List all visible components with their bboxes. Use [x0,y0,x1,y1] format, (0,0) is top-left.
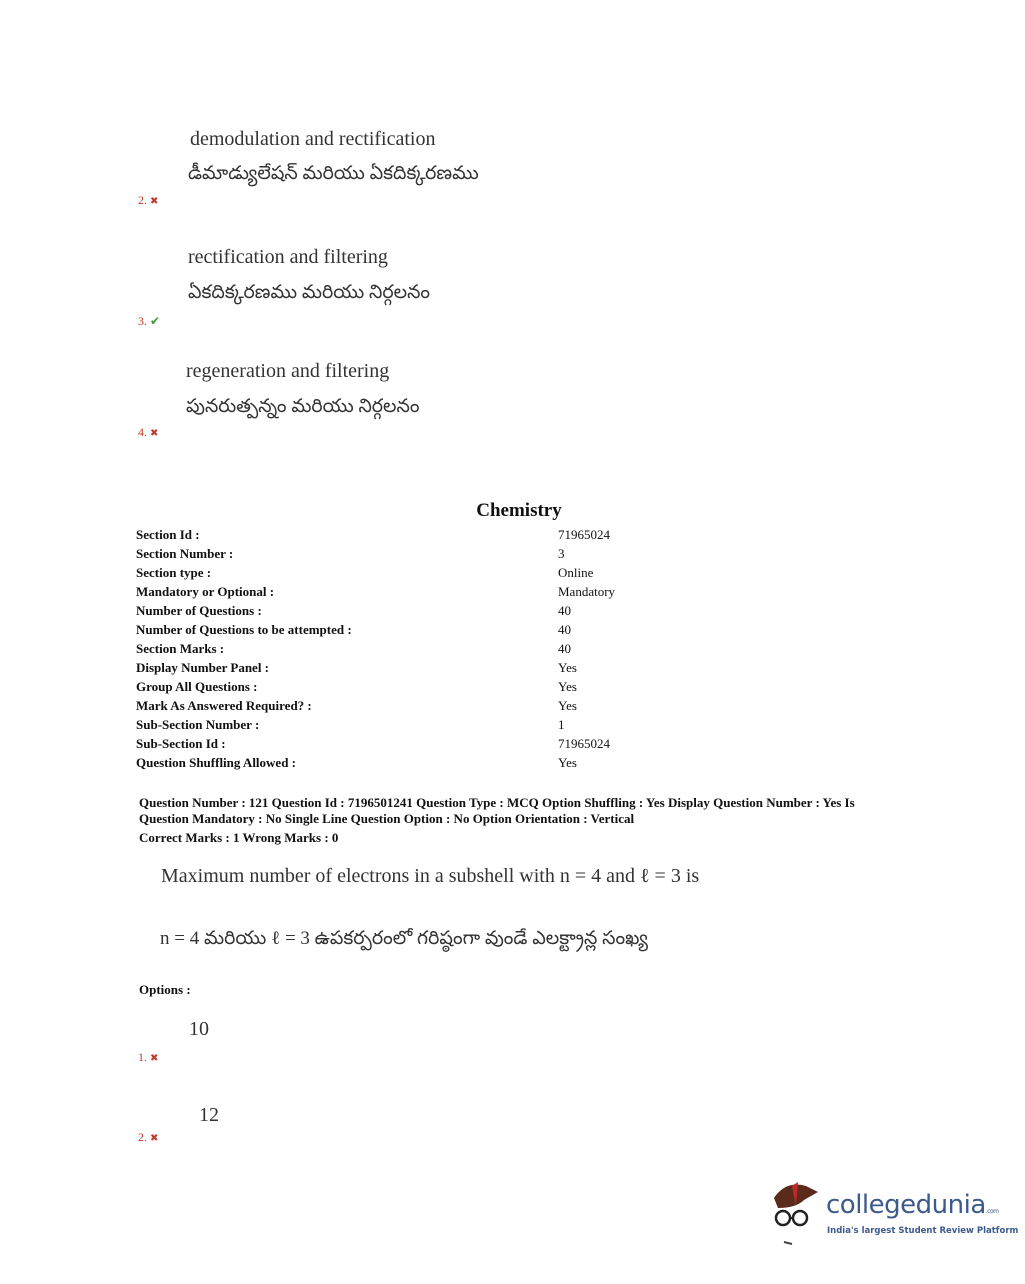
question-text-en: Maximum number of electrons in a subshell with n = 4 and ℓ = 3 is [161,865,700,887]
option-number-label: 2. [138,1130,147,1144]
section-field-value: Mandatory [558,584,616,599]
option-number [138,1130,158,1145]
section-field-label: Section type : [136,565,212,580]
section-field-label: Question Shuffling Allowed : [136,755,297,770]
section-field-value: 40 [558,603,571,618]
option-text: 10 [189,1018,209,1040]
wrong-icon: ✖ [150,1053,159,1064]
section-field-label: Number of Questions : [136,603,262,618]
option-number [138,425,158,440]
collegedunia-logo [766,1178,826,1253]
section-field-value: 40 [558,622,571,637]
option-text-en: regeneration and filtering [186,360,390,382]
section-field-label: Mark As Answered Required? : [136,698,312,713]
section-field-label: Mandatory or Optional : [136,584,275,599]
option-number-label: 4. [138,425,147,439]
options-label: Options : [139,982,191,997]
wrong-icon: ✖ [150,1133,159,1144]
option-number-label: 3. [138,314,147,328]
option-text-te: పునరుత్పన్నం మరియు నిర్గలనం [186,396,420,417]
option-text-en: demodulation and rectification [190,128,436,150]
question-meta: Question Number : 121 Question Id : 7196501241 Question Type : MCQ Option Shuffling : Yes Display Question Number : Yes Is [139,795,855,810]
option-text: 12 [199,1104,219,1126]
logo-name-text: collegedunia [826,1190,986,1220]
wrong-icon: ✖ [150,428,159,439]
section-field-label: Section Id : [136,527,200,542]
section-field-value: Online [558,565,594,580]
section-field-value: 71965024 [558,527,610,542]
logo-suffix: .com [985,1208,999,1215]
section-title: Chemistry [476,500,562,521]
logo-tagline: India's largest Student Review Platform [827,1226,1019,1236]
section-field-value: 3 [558,546,565,561]
option-text-en: rectification and filtering [188,246,388,268]
section-field-value: Yes [558,698,577,713]
section-field-label: Sub-Section Number : [136,717,260,732]
question-meta: Question Mandatory : No Single Line Question Option : No Option Orientation : Vertical [139,811,635,826]
section-field-value: Yes [558,679,577,694]
section-field-value: 40 [558,641,571,656]
wrong-icon: ✖ [150,196,159,207]
section-field-label: Group All Questions : [136,679,258,694]
section-field-value: Yes [558,755,577,770]
question-marks: Correct Marks : 1 Wrong Marks : 0 [139,830,339,845]
section-field-label: Section Number : [136,546,234,561]
option-number [138,1050,158,1065]
option-text-te: ఏకదిక్కరణము మరియు నిర్గలనం [188,282,431,303]
section-field-value: 1 [558,717,565,732]
section-field-label: Number of Questions to be attempted : [136,622,352,637]
option-number [138,314,160,329]
logo-name [826,1190,999,1220]
option-number-label: 2. [138,193,147,207]
check-icon: ✔ [150,314,161,328]
section-field-label: Display Number Panel : [136,660,270,675]
section-field-label: Section Marks : [136,641,225,656]
section-field-value: Yes [558,660,577,675]
mascot-icon [766,1178,826,1248]
question-text-te: n = 4 మరియు ℓ = 3 ఉపకర్పరంలో గరిష్ఠంగా వుండే ఎలక్ట్రాన్ల సంఖ్య [160,928,648,949]
option-number-label: 1. [138,1050,147,1064]
option-number [138,193,158,208]
section-field-value: 71965024 [558,736,610,751]
option-text-te: డీమాడ్యులేషన్ మరియు ఏకదిక్కరణము [188,163,479,184]
section-field-label: Sub-Section Id : [136,736,226,751]
